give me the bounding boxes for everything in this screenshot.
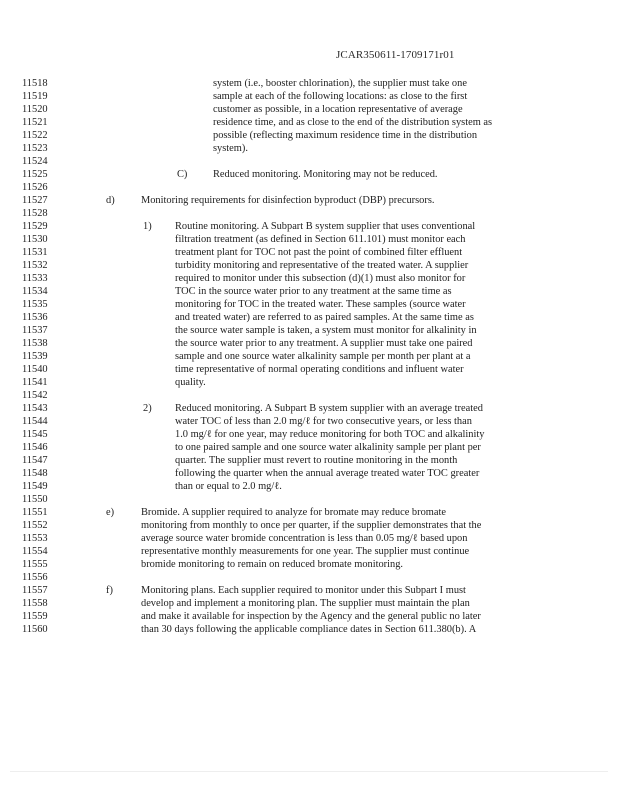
line-number: 11537 bbox=[22, 325, 48, 336]
line-number: 11559 bbox=[22, 611, 48, 622]
line-number: 11524 bbox=[22, 156, 48, 167]
line-number: 11557 bbox=[22, 585, 48, 596]
text-line: quarter. The supplier must revert to routine monitoring in the month bbox=[175, 455, 458, 466]
text-line: turbidity monitoring and representative of the treated water. A supplier bbox=[175, 260, 469, 271]
line-number: 11536 bbox=[22, 312, 48, 323]
line-number: 11546 bbox=[22, 442, 48, 453]
text-line: possible (reflecting maximum residence time in the distribution bbox=[213, 130, 478, 141]
line-number: 11519 bbox=[22, 91, 48, 102]
line-number: 11542 bbox=[22, 390, 48, 401]
text-line: treatment plant for TOC not past the point of combined filter effluent bbox=[175, 247, 463, 258]
text-line: time representative of normal operating conditions and influent water bbox=[175, 364, 464, 375]
subsection-marker: C) bbox=[177, 169, 188, 180]
text-line: than 30 days following the applicable compliance dates in Section 611.380(b). A bbox=[141, 624, 477, 635]
text-line: Reduced monitoring. A Subpart B system supplier with an average treated bbox=[175, 403, 483, 414]
line-number: 11531 bbox=[22, 247, 48, 258]
text-line: 1.0 mg/ℓ for one year, may reduce monitoring for both TOC and alkalinity bbox=[175, 429, 485, 440]
text-line: following the quarter when the annual average treated water TOC greater bbox=[175, 468, 480, 479]
line-number: 11548 bbox=[22, 468, 48, 479]
subsection-marker: 2) bbox=[143, 403, 152, 414]
text-line: water TOC of less than 2.0 mg/ℓ for two consecutive years, or less than bbox=[175, 416, 472, 427]
text-line: residence time, and as close to the end of the distribution system as bbox=[213, 117, 493, 128]
line-number: 11518 bbox=[22, 78, 48, 89]
text-line: sample at each of the following locations: as close to the first bbox=[213, 91, 468, 102]
line-number: 11527 bbox=[22, 195, 48, 206]
line-number: 11550 bbox=[22, 494, 48, 505]
text-line: Routine monitoring. A Subpart B system supplier that uses conventional bbox=[175, 221, 476, 232]
line-number: 11521 bbox=[22, 117, 48, 128]
line-number: 11551 bbox=[22, 507, 48, 518]
subsection-marker: e) bbox=[106, 507, 115, 518]
line-number: 11556 bbox=[22, 572, 48, 583]
text-line: sample and one source water alkalinity sample per month per plant at a bbox=[175, 351, 471, 362]
text-line: system (i.e., booster chlorination), the supplier must take one bbox=[213, 78, 467, 89]
text-line: bromide monitoring to remain on reduced bromate monitoring. bbox=[141, 559, 404, 570]
line-number: 11555 bbox=[22, 559, 48, 570]
line-number: 11539 bbox=[22, 351, 48, 362]
line-number: 11552 bbox=[22, 520, 48, 531]
line-number: 11535 bbox=[22, 299, 48, 310]
line-number: 11525 bbox=[22, 169, 48, 180]
text-line: monitoring for TOC in the treated water. These samples (source water bbox=[175, 299, 466, 310]
line-number: 11523 bbox=[22, 143, 48, 154]
text-line: required to monitor under this subsection (d)(1) must also monitor for bbox=[175, 273, 466, 284]
text-line: representative monthly measurements for one year. The supplier must continue bbox=[141, 546, 470, 557]
line-number: 11534 bbox=[22, 286, 48, 297]
line-number: 11540 bbox=[22, 364, 48, 375]
subsection-marker: 1) bbox=[143, 221, 152, 232]
line-number: 11554 bbox=[22, 546, 48, 557]
line-number: 11549 bbox=[22, 481, 48, 492]
text-line: develop and implement a monitoring plan. The supplier must maintain the plan bbox=[141, 598, 470, 609]
text-line: the source water sample is taken, a system must monitor for alkalinity in bbox=[175, 325, 477, 336]
text-line: Reduced monitoring. Monitoring may not be reduced. bbox=[213, 169, 438, 180]
line-number: 11530 bbox=[22, 234, 48, 245]
text-line: to one paired sample and one source water alkalinity sample per plant per bbox=[175, 442, 481, 453]
subsection-marker: d) bbox=[106, 195, 115, 206]
line-number: 11528 bbox=[22, 208, 48, 219]
line-number: 11533 bbox=[22, 273, 48, 284]
page-bottom-divider bbox=[10, 771, 608, 772]
line-number: 11558 bbox=[22, 598, 48, 609]
line-number: 11544 bbox=[22, 416, 48, 427]
line-number: 11545 bbox=[22, 429, 48, 440]
text-line: monitoring from monthly to once per quarter, if the supplier demonstrates that the bbox=[141, 520, 482, 531]
text-line: Monitoring plans. Each supplier required to monitor under this Subpart I must bbox=[141, 585, 466, 596]
text-line: the source water prior to any treatment. A supplier must take one paired bbox=[175, 338, 473, 349]
text-line: Monitoring requirements for disinfection byproduct (DBP) precursors. bbox=[141, 195, 435, 206]
subsection-marker: f) bbox=[106, 585, 113, 596]
line-number: 11520 bbox=[22, 104, 48, 115]
text-line: filtration treatment (as defined in Section 611.101) must monitor each bbox=[175, 234, 466, 245]
text-line: TOC in the source water prior to any treatment at the same time as bbox=[175, 286, 452, 297]
text-line: customer as possible, in a location representative of average bbox=[213, 104, 463, 115]
line-number: 11522 bbox=[22, 130, 48, 141]
line-number: 11560 bbox=[22, 624, 48, 635]
line-number: 11532 bbox=[22, 260, 48, 271]
text-line: and treated water) are referred to as paired samples. At the same time as bbox=[175, 312, 474, 323]
text-line: and make it available for inspection by the Agency and the general public no later bbox=[141, 611, 481, 622]
text-line: than or equal to 2.0 mg/ℓ. bbox=[175, 481, 282, 492]
line-number: 11538 bbox=[22, 338, 48, 349]
line-number: 11541 bbox=[22, 377, 48, 388]
line-number: 11529 bbox=[22, 221, 48, 232]
line-number: 11547 bbox=[22, 455, 48, 466]
line-number: 11543 bbox=[22, 403, 48, 414]
line-number: 11553 bbox=[22, 533, 48, 544]
text-line: Bromide. A supplier required to analyze for bromate may reduce bromate bbox=[141, 507, 446, 518]
text-line: system). bbox=[213, 143, 248, 154]
line-number: 11526 bbox=[22, 182, 48, 193]
text-line: average source water bromide concentration is less than 0.05 mg/ℓ based upon bbox=[141, 533, 468, 544]
document-id-header: JCAR350611-1709171r01 bbox=[336, 49, 455, 61]
text-line: quality. bbox=[175, 377, 206, 388]
